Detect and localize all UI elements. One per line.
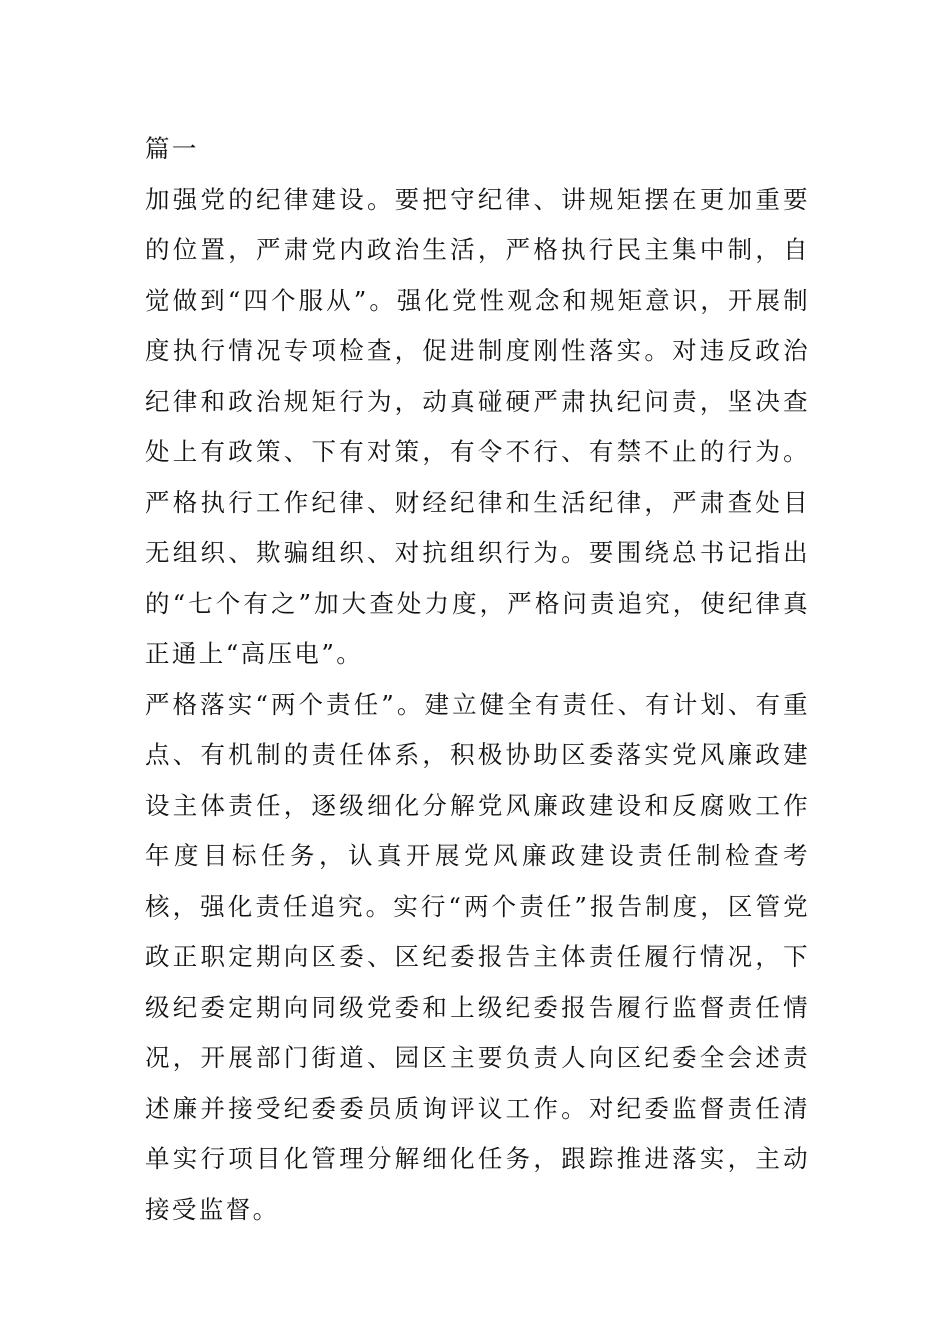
paragraph-two-responsibilities: 严格落实“两个责任”。建立健全有责任、有计划、有重点、有机制的责任体系，积极协助区委落实党风廉政建设主体责任，逐级细化分解党风廉政建设和反腐败工作年度目标任务，认真开展党风廉政建设责任制检查考核，强化责任追究。实行“两个责任”报告制度，区管党政正职定期向区委、区纪委报告主体责任履行情况，下级纪委定期向同级党委和上级纪委报告履行监督责任情况，开展部门街道、园区主要负责人向区纪委全会述责述廉并接受纪委委员质询评议工作。对纪委监督责任清单实行项目化管理分解细化任务，跟踪推进落实，主动接受监督。 <box>145 689 810 1224</box>
document-heading: 篇一 <box>145 134 199 163</box>
paragraph-discipline-building: 加强党的纪律建设。要把守纪律、讲规矩摆在更加重要的位置，严肃党内政治生活，严格执行民主集中制，自觉做到“四个服从”。强化党性观念和规矩意识，开展制度执行情况专项检查，促进制度刚性落实。对违反政治纪律和政治规矩行为，动真碰硬严肃执纪问责，坚决查处上有政策、下有对策，有令不行、有禁不止的行为。严格执行工作纪律、财经纪律和生活纪律，严肃查处目无组织、欺骗组织、对抗组织行为。要围绕总书记指出的“七个有之”加大查处力度，严格问责追究，使纪律真正通上“高压电”。 <box>145 184 810 668</box>
document-body <box>145 124 810 1235</box>
